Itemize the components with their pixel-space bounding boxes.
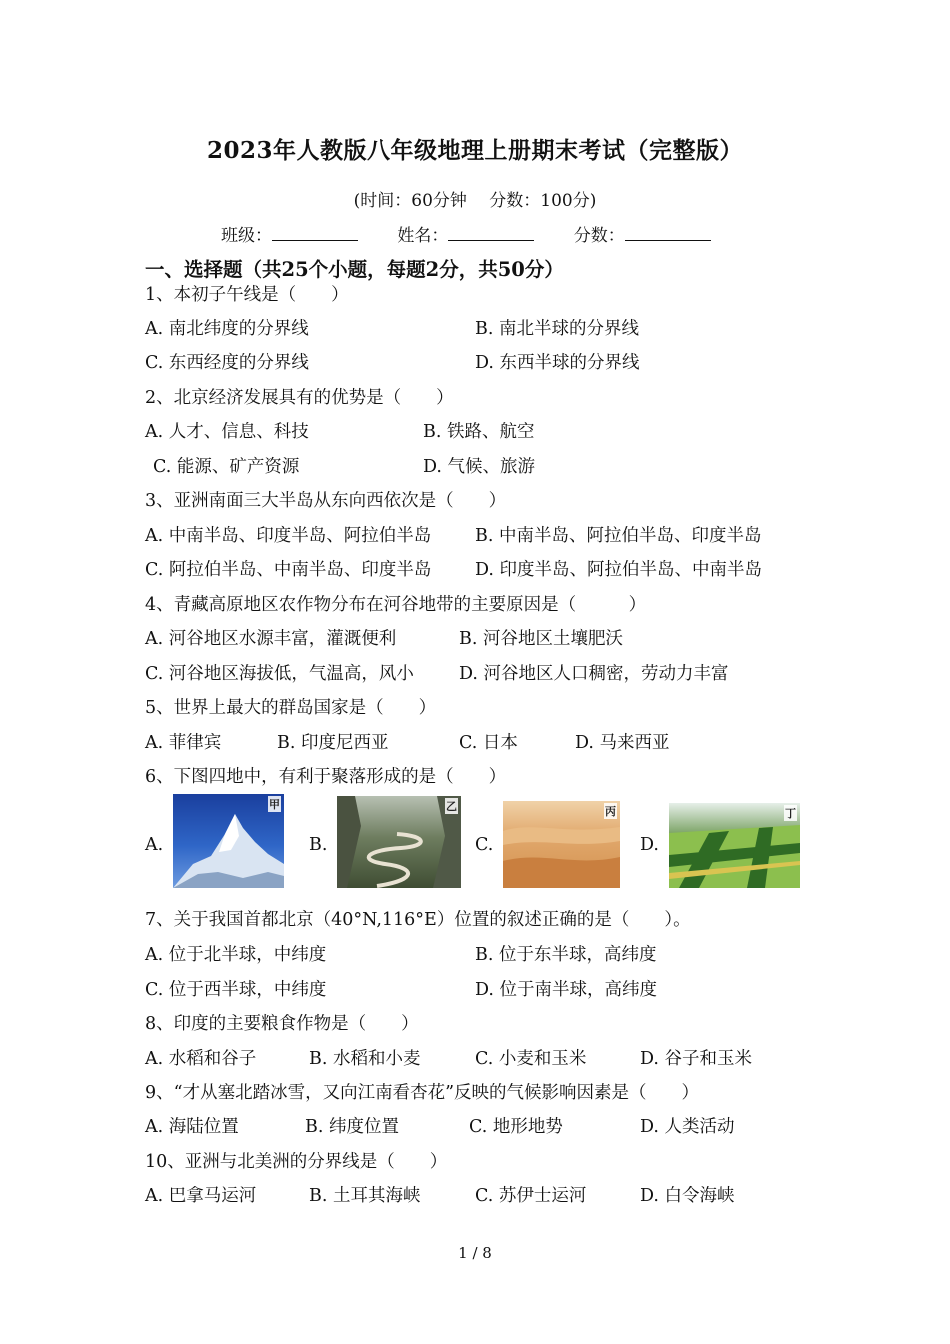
question-6-option-a[interactable]: A. xyxy=(145,835,164,855)
question-2-option-b[interactable]: B. 铁路、航空 xyxy=(423,422,535,442)
photo-farmland[interactable] xyxy=(669,803,800,888)
question-8-option-d[interactable]: D. 谷子和玉米 xyxy=(640,1049,753,1069)
student-fields xyxy=(221,221,711,246)
question-6-option-d[interactable]: D. xyxy=(640,835,659,855)
question-10-stem: 10、亚洲与北美洲的分界线是（ ） xyxy=(145,1152,448,1172)
question-5-option-c[interactable]: C. 日本 xyxy=(459,733,518,753)
question-1-option-c[interactable]: C. 东西经度的分界线 xyxy=(145,353,309,373)
question-5-stem: 5、世界上最大的群岛国家是（ ） xyxy=(145,698,437,718)
question-10-option-b[interactable]: B. 土耳其海峡 xyxy=(309,1186,421,1206)
question-9-option-c[interactable]: C. 地形地势 xyxy=(469,1117,563,1137)
question-9-option-d[interactable]: D. 人类活动 xyxy=(640,1117,735,1137)
dune-illustration xyxy=(503,801,620,888)
score-blank[interactable] xyxy=(625,224,711,241)
photo-snow-mountain[interactable] xyxy=(173,794,284,888)
question-3-stem: 3、亚洲南面三大半岛从东向西依次是（ ） xyxy=(145,491,507,511)
question-8-option-a[interactable]: A. 水稻和谷子 xyxy=(145,1049,257,1069)
question-6-option-b[interactable]: B. xyxy=(309,835,328,855)
question-4-option-c[interactable]: C. 河谷地区海拔低，气温高，风小 xyxy=(145,664,414,684)
photo-winding-road[interactable] xyxy=(337,796,461,888)
question-9-option-b[interactable]: B. 纬度位置 xyxy=(305,1117,399,1137)
name-blank[interactable] xyxy=(448,224,534,241)
question-3-option-c[interactable]: C. 阿拉伯半岛、中南半岛、印度半岛 xyxy=(145,560,432,580)
question-7-option-b[interactable]: B. 位于东半球，高纬度 xyxy=(475,945,657,965)
question-2-option-d[interactable]: D. 气候、旅游 xyxy=(423,457,536,477)
question-5-option-b[interactable]: B. 印度尼西亚 xyxy=(277,733,389,753)
question-10-option-c[interactable]: C. 苏伊士运河 xyxy=(475,1186,587,1206)
question-1-option-b[interactable]: B. 南北半球的分界线 xyxy=(475,319,639,339)
question-1-option-a[interactable]: A. 南北纬度的分界线 xyxy=(145,319,309,339)
score-label: 分数： xyxy=(573,226,625,246)
question-3-option-b[interactable]: B. 中南半岛、阿拉伯半岛、印度半岛 xyxy=(475,526,762,546)
name-label: 姓名： xyxy=(397,226,449,246)
question-1-stem: 1、本初子午线是（ ） xyxy=(145,285,349,305)
question-7-option-d[interactable]: D. 位于南半球，高纬度 xyxy=(475,980,658,1000)
question-6-stem: 6、下图四地中，有利于聚落形成的是（ ） xyxy=(145,767,507,787)
question-4-option-d[interactable]: D. 河谷地区人口稠密，劳动力丰富 xyxy=(459,664,729,684)
page-number: 1 / 8 xyxy=(458,1244,492,1262)
question-4-stem: 4、青藏高原地区农作物分布在河谷地带的主要原因是（ ） xyxy=(145,595,647,615)
question-1-option-d[interactable]: D. 东西半球的分界线 xyxy=(475,353,640,373)
question-8-option-c[interactable]: C. 小麦和玉米 xyxy=(475,1049,587,1069)
road-illustration xyxy=(337,796,461,888)
photo-label-ding: 丁 xyxy=(785,807,796,820)
section-title: 一、选择题（共25个小题，每题2分，共50分） xyxy=(145,258,564,281)
photo-label-jia: 甲 xyxy=(269,798,280,811)
question-8-option-b[interactable]: B. 水稻和小麦 xyxy=(309,1049,421,1069)
photo-label-yi: 乙 xyxy=(446,800,457,813)
question-3-option-a[interactable]: A. 中南半岛、印度半岛、阿拉伯半岛 xyxy=(145,526,432,546)
photo-label-bing: 丙 xyxy=(605,805,616,818)
question-2-stem: 2、北京经济发展具有的优势是（ ） xyxy=(145,388,454,408)
question-3-option-d[interactable]: D. 印度半岛、阿拉伯半岛、中南半岛 xyxy=(475,560,763,580)
exam-info: (时间：60分钟 分数：100分) xyxy=(353,191,597,211)
question-5-option-a[interactable]: A. 菲律宾 xyxy=(145,733,222,753)
question-8-stem: 8、印度的主要粮食作物是（ ） xyxy=(145,1014,419,1034)
question-6-option-c[interactable]: C. xyxy=(475,835,494,855)
question-5-option-d[interactable]: D. 马来西亚 xyxy=(575,733,670,753)
question-10-option-d[interactable]: D. 白令海峡 xyxy=(640,1186,735,1206)
class-blank[interactable] xyxy=(272,224,358,241)
field-illustration xyxy=(669,803,800,888)
class-label: 班级： xyxy=(221,226,272,246)
question-7-option-a[interactable]: A. 位于北半球，中纬度 xyxy=(145,945,327,965)
question-7-option-c[interactable]: C. 位于西半球，中纬度 xyxy=(145,980,327,1000)
question-4-option-a[interactable]: A. 河谷地区水源丰富，灌溉便利 xyxy=(145,629,397,649)
question-7-stem: 7、关于我国首都北京（40°N,116°E）位置的叙述正确的是（ ）。 xyxy=(145,910,691,930)
exam-title: 2023年人教版八年级地理上册期末考试（完整版） xyxy=(206,137,743,164)
question-2-option-a[interactable]: A. 人才、信息、科技 xyxy=(145,422,309,442)
photo-desert[interactable] xyxy=(503,801,620,888)
question-2-option-c[interactable]: C. 能源、矿产资源 xyxy=(153,457,300,477)
question-4-option-b[interactable]: B. 河谷地区土壤肥沃 xyxy=(459,629,623,649)
question-9-option-a[interactable]: A. 海陆位置 xyxy=(145,1117,239,1137)
question-10-option-a[interactable]: A. 巴拿马运河 xyxy=(145,1186,257,1206)
question-9-stem: 9、“才从塞北踏冰雪，又向江南看杏花”反映的气候影响因素是（ ） xyxy=(145,1083,700,1103)
